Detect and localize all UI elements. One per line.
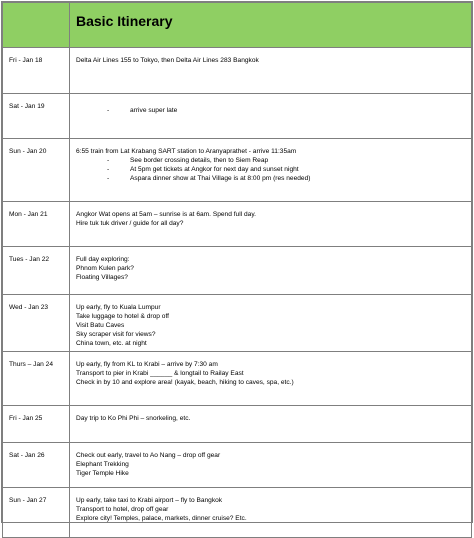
plan-line: Phnom Kulen park?: [76, 265, 134, 273]
itinerary-row: [3, 406, 472, 443]
plan-line: Elephant Trekking: [76, 461, 129, 469]
plan-line: Check in by 10 and explore area! (kayak, beach, hiking to caves, spa, etc.): [76, 379, 294, 387]
date-cell: [3, 352, 70, 406]
plan-content: [70, 48, 471, 65]
plan-bullet-item: [76, 174, 471, 183]
date-text: Wed - Jan 23: [9, 304, 49, 311]
plan-line: Floating Villages?: [76, 274, 128, 282]
plan-line: Take luggage to hotel & drop off: [76, 313, 169, 321]
plan-line: Hire tuk tuk driver / guide for all day?: [76, 220, 184, 228]
page-title: [70, 3, 472, 48]
header-row: [3, 3, 472, 48]
plan-bullet-item: [76, 156, 471, 165]
date-cell: [3, 94, 70, 139]
bullet-marker: -: [107, 107, 110, 114]
plan-cell: [70, 94, 472, 139]
date-cell: [3, 295, 70, 352]
bullet-text: arrive super late: [130, 107, 178, 114]
date-cell: [3, 202, 70, 247]
date-text: Fri - Jan 18: [9, 57, 43, 64]
plan-bullet-item: [76, 165, 471, 174]
plan-cell: [70, 406, 472, 443]
date-text: Tues - Jan 22: [9, 256, 50, 263]
bullet-text: At 5pm get tickets at Angkor for next day and sunset night: [130, 166, 299, 174]
plan-content: [70, 295, 471, 348]
itinerary-row: [3, 488, 472, 538]
itinerary-table: [2, 2, 472, 538]
date-text: Sun - Jan 27: [9, 497, 47, 504]
date-cell: [3, 406, 70, 443]
itinerary-row: [3, 247, 472, 295]
plan-content: [70, 139, 471, 183]
plan-line: China town, etc. at night: [76, 340, 147, 348]
plan-cell: [70, 48, 472, 94]
plan-line: Up early, fly from KL to Krabi – arrive by 7:30 am: [76, 361, 218, 368]
bullet-marker: -: [107, 157, 110, 165]
plan-line: Delta Air Lines 155 to Tokyo, then Delta Air Lines 283 Bangkok: [76, 57, 259, 64]
plan-line: Transport to hotel, drop off gear: [76, 506, 169, 514]
date-text: Sat - Jan 19: [9, 103, 45, 110]
plan-cell: [70, 202, 472, 247]
plan-line: Full day exploring:: [76, 256, 130, 263]
plan-line: Sky scraper visit for views?: [76, 331, 156, 339]
plan-line: 6:55 train from Lat Krabang SART station to Aranyaprathet - arrive 11:35am: [76, 148, 297, 155]
plan-content: [70, 247, 471, 282]
date-text: Sat - Jan 26: [9, 452, 45, 459]
title-text: Basic Itinerary: [76, 13, 173, 29]
header-corner-cell: [3, 3, 70, 48]
plan-line: Tiger Temple Hike: [76, 470, 129, 478]
itinerary-row: [3, 352, 472, 406]
plan-line: Check out early, travel to Ao Nang – drop off gear: [76, 452, 221, 459]
plan-line: Angkor Wat opens at 5am – sunrise is at 6am. Spend full day.: [76, 211, 256, 218]
plan-content: [70, 202, 471, 228]
itinerary-row: [3, 94, 472, 139]
plan-line: Day trip to Ko Phi Phi – snorkeling, etc.: [76, 415, 191, 422]
itinerary-row: [3, 443, 472, 488]
itinerary-row: [3, 202, 472, 247]
bullet-text: Aspara dinner show at Thai Village is at 8:00 pm (res needed): [130, 175, 311, 183]
plan-bullet-item: [76, 106, 471, 115]
date-text: Sun - Jan 20: [9, 148, 47, 155]
plan-cell: [70, 295, 472, 352]
date-text: Thurs – Jan 24: [9, 361, 53, 368]
plan-cell: [70, 488, 472, 538]
itinerary-row: [3, 295, 472, 352]
bullet-text: See border crossing details, then to Siem Reap: [130, 157, 269, 165]
plan-content: [70, 352, 471, 387]
plan-content: [70, 488, 471, 523]
plan-line: Visit Batu Caves: [76, 322, 125, 330]
date-cell: [3, 48, 70, 94]
plan-content: [70, 94, 471, 115]
plan-cell: [70, 139, 472, 202]
plan-line: Up early, take taxi to Krabi airport – fly to Bangkok: [76, 497, 223, 504]
bullet-marker: -: [107, 175, 110, 183]
date-cell: [3, 488, 70, 538]
plan-line: Explore city! Temples, palace, markets, dinner cruise? Etc.: [76, 515, 247, 523]
plan-cell: [70, 443, 472, 488]
date-text: Fri - Jan 25: [9, 415, 43, 422]
plan-cell: [70, 247, 472, 295]
plan-content: [70, 406, 471, 423]
date-cell: [3, 247, 70, 295]
plan-content: [70, 443, 471, 478]
itinerary-row: [3, 48, 472, 94]
plan-line: Up early, fly to Kuala Lumpur: [76, 304, 161, 311]
bullet-marker: -: [107, 166, 110, 174]
itinerary-document: [1, 1, 473, 523]
date-text: Mon - Jan 21: [9, 211, 48, 218]
plan-line: Transport to pier in Krabi ______ & longtail to Railay East: [76, 370, 244, 378]
date-cell: [3, 139, 70, 202]
date-cell: [3, 443, 70, 488]
itinerary-row: [3, 139, 472, 202]
plan-cell: [70, 352, 472, 406]
